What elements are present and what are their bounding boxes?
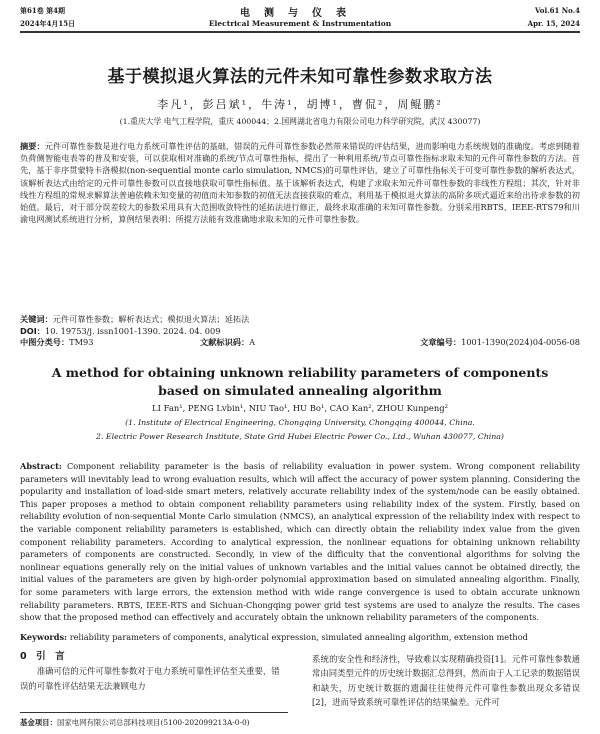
article-no-value: 1001-1390(2024)04-0056-08 — [461, 337, 580, 347]
article-no-label: 文章编号： — [420, 337, 462, 347]
doi-label: DOI： — [20, 326, 45, 336]
affiliation-en-1: (1. Institute of Electrical Engineering, Chongqing University, Chongqing 400044, China. — [125, 418, 475, 427]
keywords-en-text: reliability parameters of components, analytical expression, simulated annealing algorithm, extension method — [69, 632, 528, 642]
abstract-en-label: Abstract: — [20, 461, 62, 471]
abstract-cn — [20, 140, 580, 225]
journal-name-cn: 电测与仪表 — [240, 8, 360, 19]
doc-code-label: 文献标识码： — [200, 337, 250, 347]
clc-label: 中图分类号： — [20, 337, 70, 347]
doi — [20, 325, 580, 337]
keywords-en-label: Keywords: — [20, 632, 68, 642]
doc-code-value: A — [249, 337, 256, 347]
date-en: Apr. 15, 2024 — [527, 19, 580, 28]
section-heading-intro: 0 引 言 — [20, 651, 65, 662]
paper-title-en: A method for obtaining unknown reliability parameters of components based on simulated annealing algorithm — [51, 365, 549, 398]
fund-footnote — [20, 712, 288, 728]
authors-en: LI Fan¹, PENG Lvbin¹, NIU Tao¹, HU Bo¹, CAO Kan², ZHOU Kunpeng² — [152, 403, 448, 413]
fund-label: 基金项目： — [20, 718, 57, 727]
keywords-cn — [20, 313, 580, 325]
authors-cn: 李凡¹，彭吕斌¹，牛涛¹，胡博¹，曹侃²，周鲲鹏² — [157, 98, 443, 111]
intro-right-text: 系统的安全性和经济性，导致难以实现精确投资[1]。元件可靠性参数通常由同类型元件的历史统计数据汇总得到，然而由于人工记录的数据错误和缺失，历史统计数据的遗漏往往使得元件可靠性参数出现众多错误[2]，进而导致系统可靠性评估的结果偏差。元件可 — [312, 654, 580, 708]
abstract-cn-label: 摘要： — [20, 141, 45, 151]
journal-name-en: Electrical Measurement & Instrumentation — [208, 19, 392, 28]
abstract-en-text: Component reliability parameter is the basis of reliability evaluation in power system. Wrong component reliability parameters will inevitably lead to wrong evaluation results, which will affect the accuracy of power system planning. Considering the popularity and installation of load-side smart meters, relatively accurate reliability index of the system/node can be easily obtained. This paper proposes a method to obtain component reliability parameters using reliability index of the system. Firstly, based on reliability evolution of non-sequential Monte Carlo simulation (NMCS), an analytical expression of the reliability index with respect to the variable component reliability parameters is established, which can directly obtain the reliability index value from the given component reliability parameters. According to analytical expression, the nonlinear equations for obtaining unknown reliability parameters of components are constructed. Secondly, in view of the difficulty that the conventional algorithms for solving the nonlinear equations generally rely on the initial values of unknown variables and the initial values cannot be obtained directly, the initial values of the parameters are given by high-order polynomial approximation based on simulated annealing algorithm. Finally, for some parameters with large errors, the extension method with wide range convergence is used to obtain accurate unknown reliability parameters. RBTS, IEEE-RTS and Sichuan-Chongqing power grid test systems are used to analyze the results. The cases show that the proposed method can effectively and accurately obtain the unknown reliability parameters of the components. — [20, 461, 580, 623]
paper-title-cn: 基于模拟退火算法的元件未知可靠性参数求取方法 — [107, 67, 493, 87]
fund-text: 国家电网有限公司总部科技项目(5100-202099213A-0-0) — [56, 718, 250, 727]
date-cn: 2024年4月15日 — [20, 19, 76, 28]
affiliation-cn: (1.重庆大学 电气工程学院，重庆 400044；2.国网湖北省电力有限公司电力科学研究院，武汉 430077) — [119, 117, 481, 126]
affiliation-en-2: 2. Electric Power Research Institute, State Grid Hubei Electric Power Co., Ltd., Wuhan 430077, China) — [96, 432, 504, 441]
volume-en: Vol.61 No.4 — [535, 6, 580, 15]
keywords-cn-text: 元件可靠性参数；解析表达式；模拟退火算法；延拓法 — [52, 314, 250, 324]
keywords-en — [20, 631, 580, 643]
intro-left-text: 准确可信的元件可靠性参数对于电力系统可靠性评估至关重要，错误的可靠性评估结果无法兼顾电力 — [20, 666, 280, 691]
classification-line — [20, 337, 580, 349]
volume-cn: 第61卷 第4期 — [20, 6, 66, 15]
doi-text: 10. 19753/j. issn1001-1390. 2024. 04. 009 — [45, 326, 221, 336]
journal-header — [20, 4, 580, 34]
clc-value: TM93 — [69, 337, 94, 347]
header-rule — [20, 31, 580, 33]
abstract-en — [20, 460, 580, 624]
intro-left-column — [20, 650, 288, 693]
keywords-cn-label: 关键词： — [20, 314, 53, 324]
intro-right-column — [312, 652, 580, 710]
abstract-cn-text: 元件可靠性参数是进行电力系统可靠性评估的基础，错误的元件可靠性参数必然带来错误的评估结果，进而影响电力系统规划的准确度。考虑到随着负荷侧智能电表等的普及和安装，可以获取相对准确的系统/节点可靠性指标，提出了一种利用系统/节点可靠性指标求取未知的元件可靠性参数的方法。首先，基于非序贯蒙特卡洛模拟(non-sequential monte carlo simulation, NMCS)的可靠性评估，建立了可靠性指标关于可变可靠性参数的解析表达式，该解析表达式由给定的元件可靠性参数可以直接地获取可靠性指标值。基于该解析表达式，构建了求取未知元件可靠性参数的非线性方程组；其次，针对非线性方程组的常规求解算法普遍依赖未知变量的初值而未知参数的初值无法直接获取的难点，利用基于模拟退火算法的高阶多项式逼近来给出待求参数的初始值。最后，对于部分误差较大的参数采用具有大范围收敛特性的延拓法进行修正，最终求取准确的未知可靠性参数。分别采用RBTS、IEEE-RTS79和川渝电网测试系统进行分析，算例结果表明：所提方法能有效准确地求取未知的元件可靠性参数。 — [20, 141, 580, 225]
